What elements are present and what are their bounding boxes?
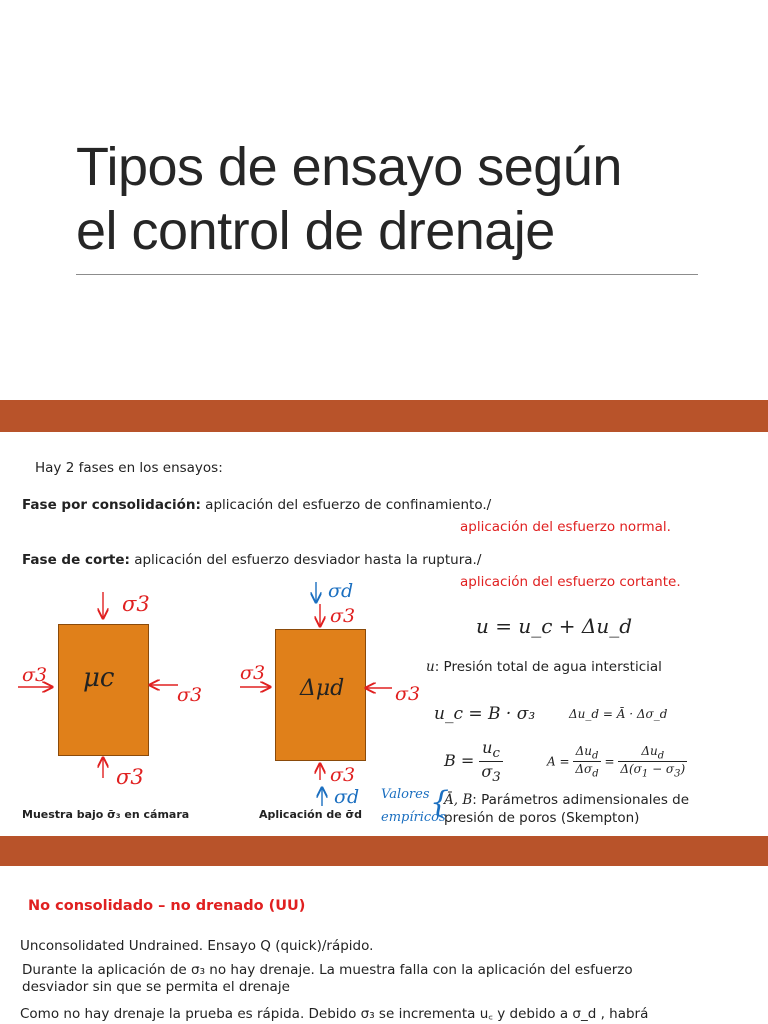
title-slide	[0, 0, 768, 400]
fig1-caption: Muestra bajo σ̄₃ en cámara	[22, 808, 190, 821]
sigma3-left-fig2: σ3	[240, 662, 266, 684]
slide-divider-band	[0, 400, 768, 432]
phase2-line	[22, 552, 481, 568]
equation-A: A = $\frac{\Delta u_d}{\Delta\sigma_d}$ = $\frac{\Delta u_d}{\Delta(\sigma_1 - \sigma_3)}$	[547, 744, 686, 780]
sigma3-left-fig1: σ3	[22, 664, 48, 686]
params-text1: : Parámetros adimensionales de	[472, 792, 690, 808]
equation-B	[444, 738, 503, 785]
slide-title-line1: Tipos de ensayo según	[76, 137, 622, 197]
phase2-note: aplicación del esfuerzo cortante.	[460, 574, 681, 590]
uu-line2a: Durante la aplicación de σ₃ no hay drenaje. La muestra falla con la aplicación del esfuerzo	[22, 962, 633, 978]
phase1-line	[22, 497, 491, 513]
equation-main: u = u_c + Δu_d	[476, 614, 633, 638]
fig1-box-label: μc	[83, 663, 115, 693]
sigmad-bottom-fig2: σd	[334, 786, 360, 808]
u-definition	[426, 659, 662, 675]
phase1-text: aplicación del esfuerzo de confinamiento./	[205, 497, 492, 513]
sigma3-bottom-fig1: σ3	[116, 765, 144, 789]
fig2-box-label: Δμd	[300, 676, 345, 701]
u-definition-text: : Presión total de agua intersticial	[434, 659, 662, 675]
slide-title	[76, 135, 622, 263]
equation-A-fraction2: $\frac{\Delta u_d}{\Delta(\sigma_1 - \sigma_3)}$	[620, 744, 686, 780]
phase1-note: aplicación del esfuerzo normal.	[460, 519, 671, 535]
uu-line2b: desviador sin que se permita el drenaje	[22, 979, 290, 995]
intro-text: Hay 2 fases en los ensayos:	[35, 460, 223, 476]
stress-arrows-figure	[0, 580, 430, 840]
uu-heading: No consolidado – no drenado (UU)	[28, 898, 306, 914]
equation-A-lhs: A =	[547, 754, 570, 769]
params-symbol: Ā, B	[444, 792, 473, 808]
u-definition-symbol: u	[426, 659, 435, 675]
equation-delta-ud: Δu_d = Ā · Δσ_d	[569, 707, 668, 721]
params-line2: presión de poros (Skempton)	[444, 810, 640, 826]
equation-A-fraction1: $\frac{\Delta u_d}{\Delta\sigma_d}$	[575, 744, 599, 780]
sigma3-right-fig2: σ3	[395, 683, 421, 705]
equation-uc: u_c = B · σ₃	[434, 704, 536, 724]
uu-line3: Como no hay drenaje la prueba es rápida. Debido σ₃ se incrementa u꜀ y debido a σ_d , habrá	[20, 1006, 649, 1022]
sigma3-top-fig2: σ3	[330, 605, 356, 627]
title-underline	[76, 274, 698, 275]
params-line1	[444, 792, 689, 808]
uu-line1: Unconsolidated Undrained. Ensayo Q (quick)/rápido.	[20, 938, 374, 954]
equation-B-fraction: $\frac{u_c}{\sigma_3}$	[481, 738, 501, 786]
sigmad-top-fig2: σd	[328, 580, 354, 602]
sigma3-bottom-fig2: σ3	[330, 764, 356, 786]
phase2-text: aplicación del esfuerzo desviador hasta la ruptura./	[134, 552, 482, 568]
slide-divider-band-2	[0, 836, 768, 866]
handwritten-brace: {	[430, 785, 450, 820]
fig2-caption: Aplicación de σ̄d	[259, 808, 362, 821]
handwritten-valores: Valores	[381, 787, 430, 802]
phase1-label: Fase por consolidación:	[22, 497, 201, 513]
phase2-label: Fase de corte:	[22, 552, 130, 568]
slide-title-line2: el control de drenaje	[76, 201, 555, 261]
sigma3-right-fig1: σ3	[177, 684, 203, 706]
handwritten-empiricos: empíricos	[381, 810, 446, 825]
equation-B-lhs: B =	[444, 751, 475, 771]
sigma3-top-fig1: σ3	[122, 592, 150, 616]
